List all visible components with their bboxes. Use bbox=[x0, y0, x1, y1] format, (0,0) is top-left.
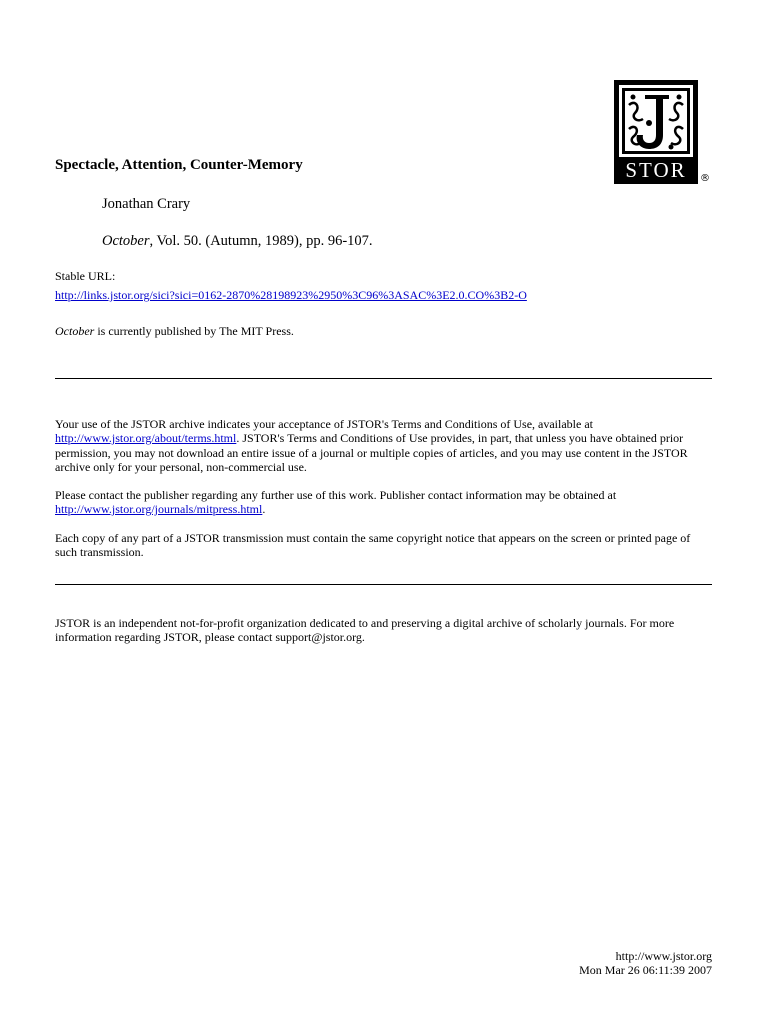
registered-mark: ® bbox=[700, 173, 710, 184]
terms-text-start: Your use of the JSTOR archive indicates your acceptance of JSTOR's Terms and Conditions of Use, available at bbox=[55, 417, 593, 431]
contact-text-end: . bbox=[262, 502, 266, 517]
citation-details: , Vol. 50. (Autumn, 1989), pp. 96-107. bbox=[149, 233, 373, 249]
copyright-paragraph: Each copy of any part of a JSTOR transmission must contain the same copyright notice that appears on the screen or printed page of such transmission. bbox=[55, 531, 691, 560]
footer-url: http://www.jstor.org bbox=[615, 949, 712, 963]
contact-paragraph bbox=[55, 488, 715, 517]
jstor-ornamental-j-icon bbox=[619, 85, 693, 157]
publisher-journal-name: October bbox=[55, 324, 95, 338]
logo-wordmark: STOR bbox=[625, 158, 687, 182]
stable-url-line bbox=[55, 288, 527, 302]
stable-url-link[interactable]: http://links.jstor.org/sici?sici=0162-2870%28198923%2950%3C96%3ASAC%3E2.0.CO%3B2-O bbox=[55, 288, 527, 302]
terms-link[interactable]: http://www.jstor.org/about/terms.html bbox=[55, 431, 237, 446]
terms-paragraph bbox=[55, 417, 715, 474]
article-title: Spectacle, Attention, Counter-Memory bbox=[55, 157, 303, 173]
about-jstor-paragraph: JSTOR is an independent not-for-profit organization dedicated to and preserving a digital archive of scholarly journals. For more information regarding JSTOR, please contact support@jstor.org. bbox=[55, 616, 675, 645]
publisher-text: is currently published by The MIT Press. bbox=[94, 324, 294, 338]
journal-name: October bbox=[102, 233, 150, 249]
jstor-logo bbox=[614, 80, 698, 184]
article-author: Jonathan Crary bbox=[102, 196, 191, 212]
publisher-line bbox=[55, 324, 294, 338]
footer-timestamp: Mon Mar 26 06:11:39 2007 bbox=[579, 963, 712, 978]
stable-url-label: Stable URL: bbox=[55, 269, 116, 283]
contact-text-start: Please contact the publisher regarding any further use of this work. Publisher contact information may be obtained at bbox=[55, 488, 617, 502]
article-citation bbox=[102, 233, 373, 250]
terms-text-end: . JSTOR's Terms and Conditions of Use provides, in part, that unless you have obtained prior permission, you may not download an entire issue of a journal or multiple copies of articles, and you may use content in the JSTOR archive only for your personal, non-commercial use. bbox=[55, 431, 688, 474]
divider-bottom bbox=[55, 584, 712, 585]
divider-top bbox=[55, 378, 712, 379]
publisher-contact-link[interactable]: http://www.jstor.org/journals/mitpress.html bbox=[55, 502, 263, 517]
page-footer bbox=[579, 949, 712, 978]
